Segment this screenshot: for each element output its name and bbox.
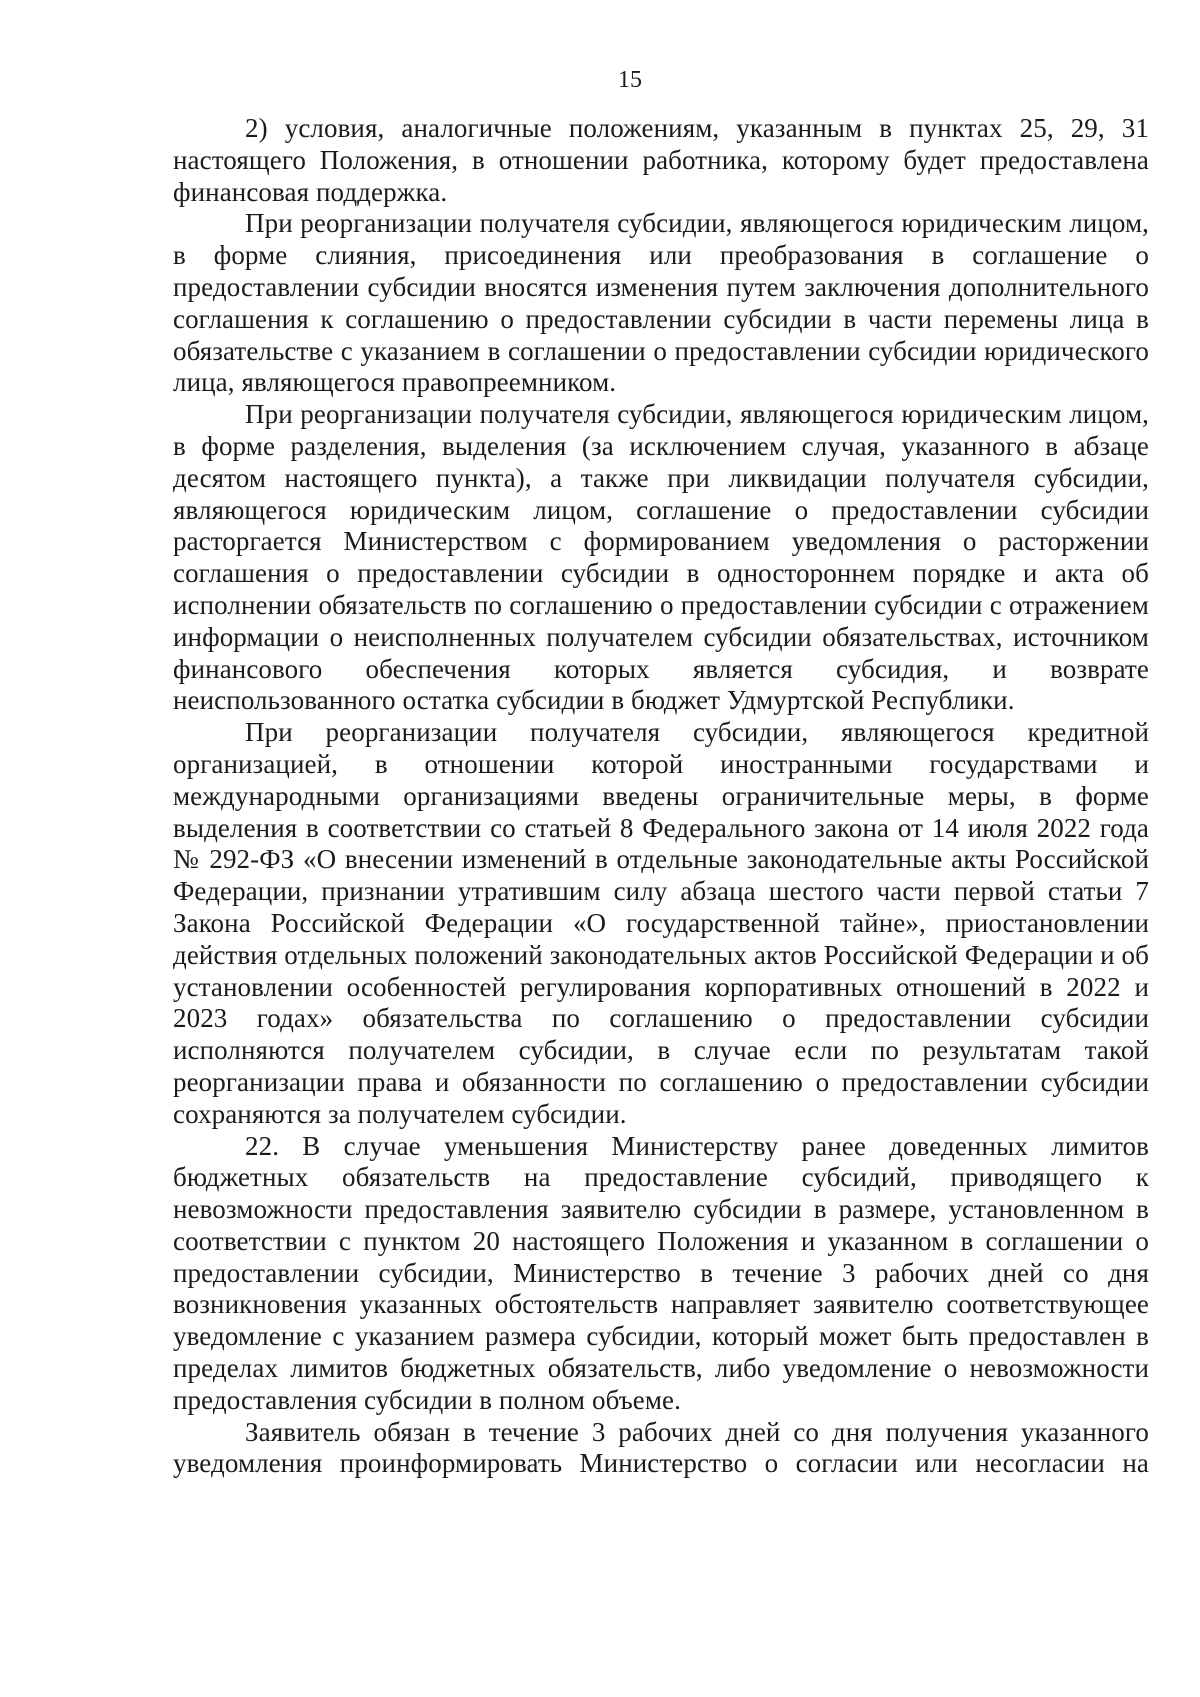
page-number: 15 [618, 67, 642, 93]
paragraph-reorganization-merger: При реорганизации получателя субсидии, являющегося юридическим лицом, в форме слияния, присоединения или преобразования в соглашение о предоставлении субсидии вносятся изменения путем заключения дополнительного соглашения к соглашению о предоставлении субсидии в части перемены лица в обязательстве с указанием в соглашении о предоставлении субсидии юридического лица, являющегося правопреемником. [173, 208, 1149, 398]
paragraph-reorganization-division: При реорганизации получателя субсидии, являющегося юридическим лицом, в форме разделения, выделения (за исключением случая, указанного в абзаце десятом настоящего пункта), а также при ликвидации получателя субсидии, являющегося юридическим лицом, соглашение о предоставлении субсидии расторгается Министерством с формированием уведомления о расторжении соглашения о предоставлении субсидии в одностороннем порядке и акта об исполнении обязательств по соглашению о предоставлении субсидии с отражением информации о неисполненных получателем субсидии обязательствах, источником финансового обеспечения которых является субсидия, и возврате неиспользованного остатка субсидии в бюджет Удмуртской Республики. [173, 399, 1149, 716]
paragraph-item-22: 22. В случае уменьшения Министерству ранее доведенных лимитов бюджетных обязательств на предоставление субсидий, приводящего к невозможности предоставления заявителю субсидии в размере, установленном в соответствии с пунктом 20 настоящего Положения и указанном в соглашении о предоставлении субсидии, Министерство в течение 3 рабочих дней со дня возникновения указанных обстоятельств направляет заявителю соответствующее уведомление с указанием размера субсидии, который может быть предоставлен в пределах лимитов бюджетных обязательств, либо уведомление о невозможности предоставления субсидии в полном объеме. [173, 1130, 1149, 1415]
paragraph-applicant-obligation: Заявитель обязан в течение 3 рабочих дней со дня получения указанного уведомления проинформировать Министерство о согласии или несогласии на [173, 1416, 1149, 1479]
paragraph-conditions: 2) условия, аналогичные положениям, указанным в пунктах 25, 29, 31 настоящего Положения, в отношении работника, которому будет предоставлена финансовая поддержка. [173, 113, 1149, 207]
paragraph-credit-organization: При реорганизации получателя субсидии, являющегося кредитной организацией, в отношении которой иностранными государствами и международными организациями введены ограничительные меры, в форме выделения в соответствии со статьей 8 Федерального закона от 14 июля 2022 года № 292-ФЗ «О внесении изменений в отдельные законодательные акты Российской Федерации, признании утратившим силу абзаца шестого части первой статьи 7 Закона Российской Федерации «О государственной тайне», приостановлении действия отдельных положений законодательных актов Российской Федерации и об установлении особенностей регулирования корпоративных отношений в 2022 и 2023 годах» обязательства по соглашению о предоставлении субсидии исполняются получателем субсидии, в случае если по результатам такой реорганизации права и обязанности по соглашению о предоставлении субсидии сохраняются за получателем субсидии. [173, 717, 1149, 1129]
document-body [173, 113, 1149, 1480]
